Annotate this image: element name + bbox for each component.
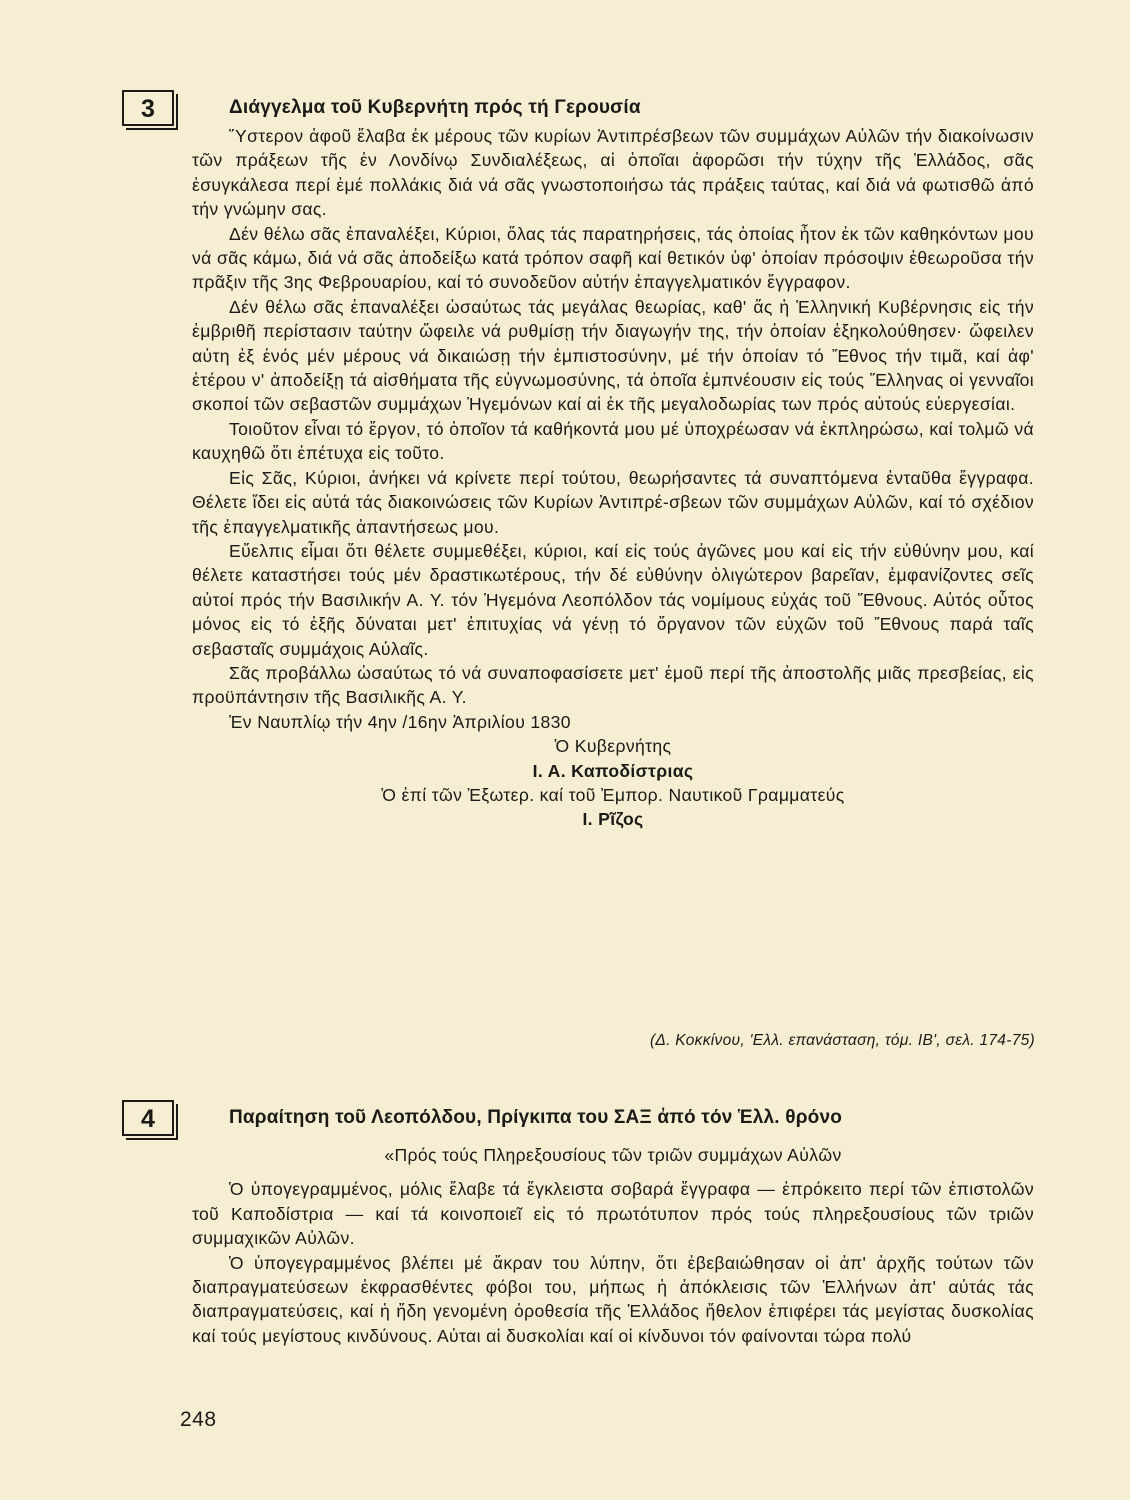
paragraph: Σᾶς προβάλλω ὡσαύτως τό νά συναποφασίσετε μετ' ἐμοῦ περί τῆς ἀποστολῆς μιᾶς πρεσβείας, εἰς προϋπάντησιν τῆς Βασιλικῆς Α. Υ. bbox=[192, 662, 1034, 708]
section-heading: Διάγγελμα τοῦ Κυβερνήτη πρός τή Γερουσία bbox=[229, 97, 641, 118]
signer-name: Ι. Ρῖζος bbox=[582, 809, 644, 830]
page-number: 248 bbox=[180, 1408, 217, 1431]
citation: (Δ. Κοκκίνου, 'Ελλ. επανάσταση, τόμ. ΙΒ', σελ. 174-75) bbox=[649, 1032, 1035, 1049]
paragraph: Ὁ ὑπογεγραμμένος βλέπει μέ ἄκραν του λύπην, ὅτι ἐβεβαιώθησαν οἱ ἀπ' ἀρχῆς τούτων τῶν διαπραγματεύσεων ἐκφρασθέντες φόβοι του, μήπως ἡ ἀπόκλεισις τῶν Ἑλλήνων ἀπ' αὐτάς τάς διαπραγματεύσεις, καί ἡ ἤδη γενομένη ὀροθεσία τῆς Ἑλλάδος ἤθελον ἐπιφέρει τάς μεγίστας δυσκολίας καί τούς μεγίστους κινδύνους. Αὐται αἱ δυσκολίαι καί οἱ κίνδυνοι τόν φαίνονται τώρα πολύ bbox=[192, 1252, 1034, 1346]
paragraph: Ὁ ὑπογεγραμμένος, μόλις ἔλαβε τά ἔγκλειστα σοβαρά ἔγγραφα — ἐπρόκειτο περί τῶν ἐπιστολῶν τοῦ Καποδίστρια — καί τά κοινοποιεῖ εἰς τό πρωτότυπον πρός τούς πληρεξουσίους τῶν τριῶν συμμαχικῶν Αὐλῶν. bbox=[192, 1179, 1034, 1249]
signer-title: Ὁ ἐπί τῶν Ἐξωτερ. καί τοῦ Ἐμπορ. Ναυτικοῦ Γραμματεύς bbox=[381, 784, 845, 805]
signer-title: Ὁ Κυβερνήτης bbox=[554, 736, 672, 757]
signer-name: Ι. Α. Καποδίστριας bbox=[532, 760, 694, 781]
paragraph: Εὔελπις εἶμαι ὅτι θέλετε συμμεθέξει, κύριοι, καί εἰς τούς ἀγῶνες μου καί εἰς τήν εὐθύνην μου, καί θέλετε καταστήσει τούς μέν δραστικωτέρους, τήν δέ εὐθύνην ὀλιγώτερον βαρεῖαν, ἐμφανίζοντες σεῖς αὐτοί πρός τήν Βασιλικήν Α. Υ. τόν Ἡγεμόνα Λεοπόλδον τάς νομίμους εὐχάς τοῦ Ἔθνους. Αὐτός οὗτος μόνος εἰς τό ἑξῆς δύναται μετ' ἐπιτυχίας νά γένῃ τό ὄργανον τῶν εὐχῶν τοῦ Ἔθνους παρά ταῖς σεβασταῖς συμμάχοις Αὐλαῖς. bbox=[192, 540, 1034, 659]
paragraph: Δέν θέλω σᾶς ἐπαναλέξει ὡσαύτως τάς μεγάλας θεωρίας, καθ' ἅς ἡ Ἑλληνική Κυβέρνησις εἰς τήν ἐμβριθῆ περίστασιν ταύτην ὤφειλε νά ρυθμίσῃ τήν διαγωγήν της, τήν ὁποίαν ἐξηκολούθησεν· ὤφειλεν αὐτη ἐξ ἑνός μέν μέρους νά δικαιώσῃ τήν ἐμπιστοσύνην, μέ τήν ὁποίαν τό Ἔθνος τήν τιμᾶ, καί ἀφ' ἑτέρου ν' ἀποδείξῃ τά αἰσθήματα τῆς εὐγνωμοσύνης, τά ὁποῖα ἐμπνέουσιν εἰς τούς Ἕλληνας οἱ γενναῖοι σκοποί τῶν σεβαστῶν συμμάχων Ἡγεμόνων καί αἱ ἐκ τῆς μεγαλοδωρίας των πρός αὐτούς εὐεργεσίαι. bbox=[192, 296, 1034, 415]
paragraph: Ὕστερον ἀφοῦ ἔλαβα ἐκ μέρους τῶν κυρίων Ἀντιπρέσβεων τῶν συμμάχων Αὐλῶν τήν διακοίνωσιν τῶν πράξεων τῆς ἐν Λονδίνῳ Συνδιαλέξεως, αἱ ὁποῖαι ἀφορῶσι τήν τύχην τῆς Ἑλλάδος, σᾶς ἐσυγκάλεσα περί ἐμέ πολλάκις διά νά σᾶς γνωστοποιήσω τάς πράξεις ταύτας, καί διά νά φωτισθῶ ἀπό τήν γνώμην σας. bbox=[192, 126, 1034, 220]
section-number-box: 4 bbox=[122, 1100, 174, 1136]
paragraph: Δέν θέλω σᾶς ἐπαναλέξει, Κύριοι, ὅλας τάς παρατηρήσεις, τάς ὁποίας ἦτον ἐκ τῶν καθηκόντων μου νά σᾶς κάμω, διά νά σᾶς ἀποδείξω κατά τρόπον σαφῆ καί θετικόν ὑφ' ὁποίαν πρόσοψιν ἐθεωροῦσα τήν πρᾶξιν τῆς 3ης Φεβρουαρίου, καί τό συνοδεῦον αὐτήν ἐπαγγελματικόν ἔγγραφον. bbox=[192, 223, 1034, 293]
letter-address: «Πρός τούς Πληρεξουσίους τῶν τριῶν συμμάχων Αὐλῶν bbox=[384, 1145, 842, 1165]
section-body bbox=[192, 124, 1034, 832]
date-line: Ἐν Ναυπλίῳ τήν 4ην /16ην Ἀπριλίου 1830 bbox=[229, 711, 571, 732]
paragraph: Τοιοῦτον εἶναι τό ἔργον, τό ὁποῖον τά καθήκοντά μου μέ ὑποχρέωσαν νά ἐκπληρώσω, καί τολμῶ νά καυχηθῶ ὅτι ἐπέτυχα εἰς τοῦτο. bbox=[192, 418, 1034, 464]
paragraph: Εἰς Σᾶς, Κύριοι, ἀνήκει νά κρίνετε περί τούτου, θεωρήσαντες τά συναπτόμενα ἐνταῦθα ἔγγραφα. Θέλετε ἴδει εἰς αὐτά τάς διακοινώσεις τῶν Κυρίων Ἀντιπρέ-σβεων τῶν συμμάχων Αὐλῶν, καί τό σχέδιον τῆς ἐπαγγελματικῆς ἀπαντήσεως μου. bbox=[192, 467, 1034, 537]
section-body bbox=[192, 1143, 1034, 1348]
section-number-box: 3 bbox=[122, 90, 174, 126]
section-heading: Παραίτηση τοῦ Λεοπόλδου, Πρίγκιπα του ΣΑΞ ἀπό τόν Ἑλλ. θρόνο bbox=[229, 1107, 843, 1128]
